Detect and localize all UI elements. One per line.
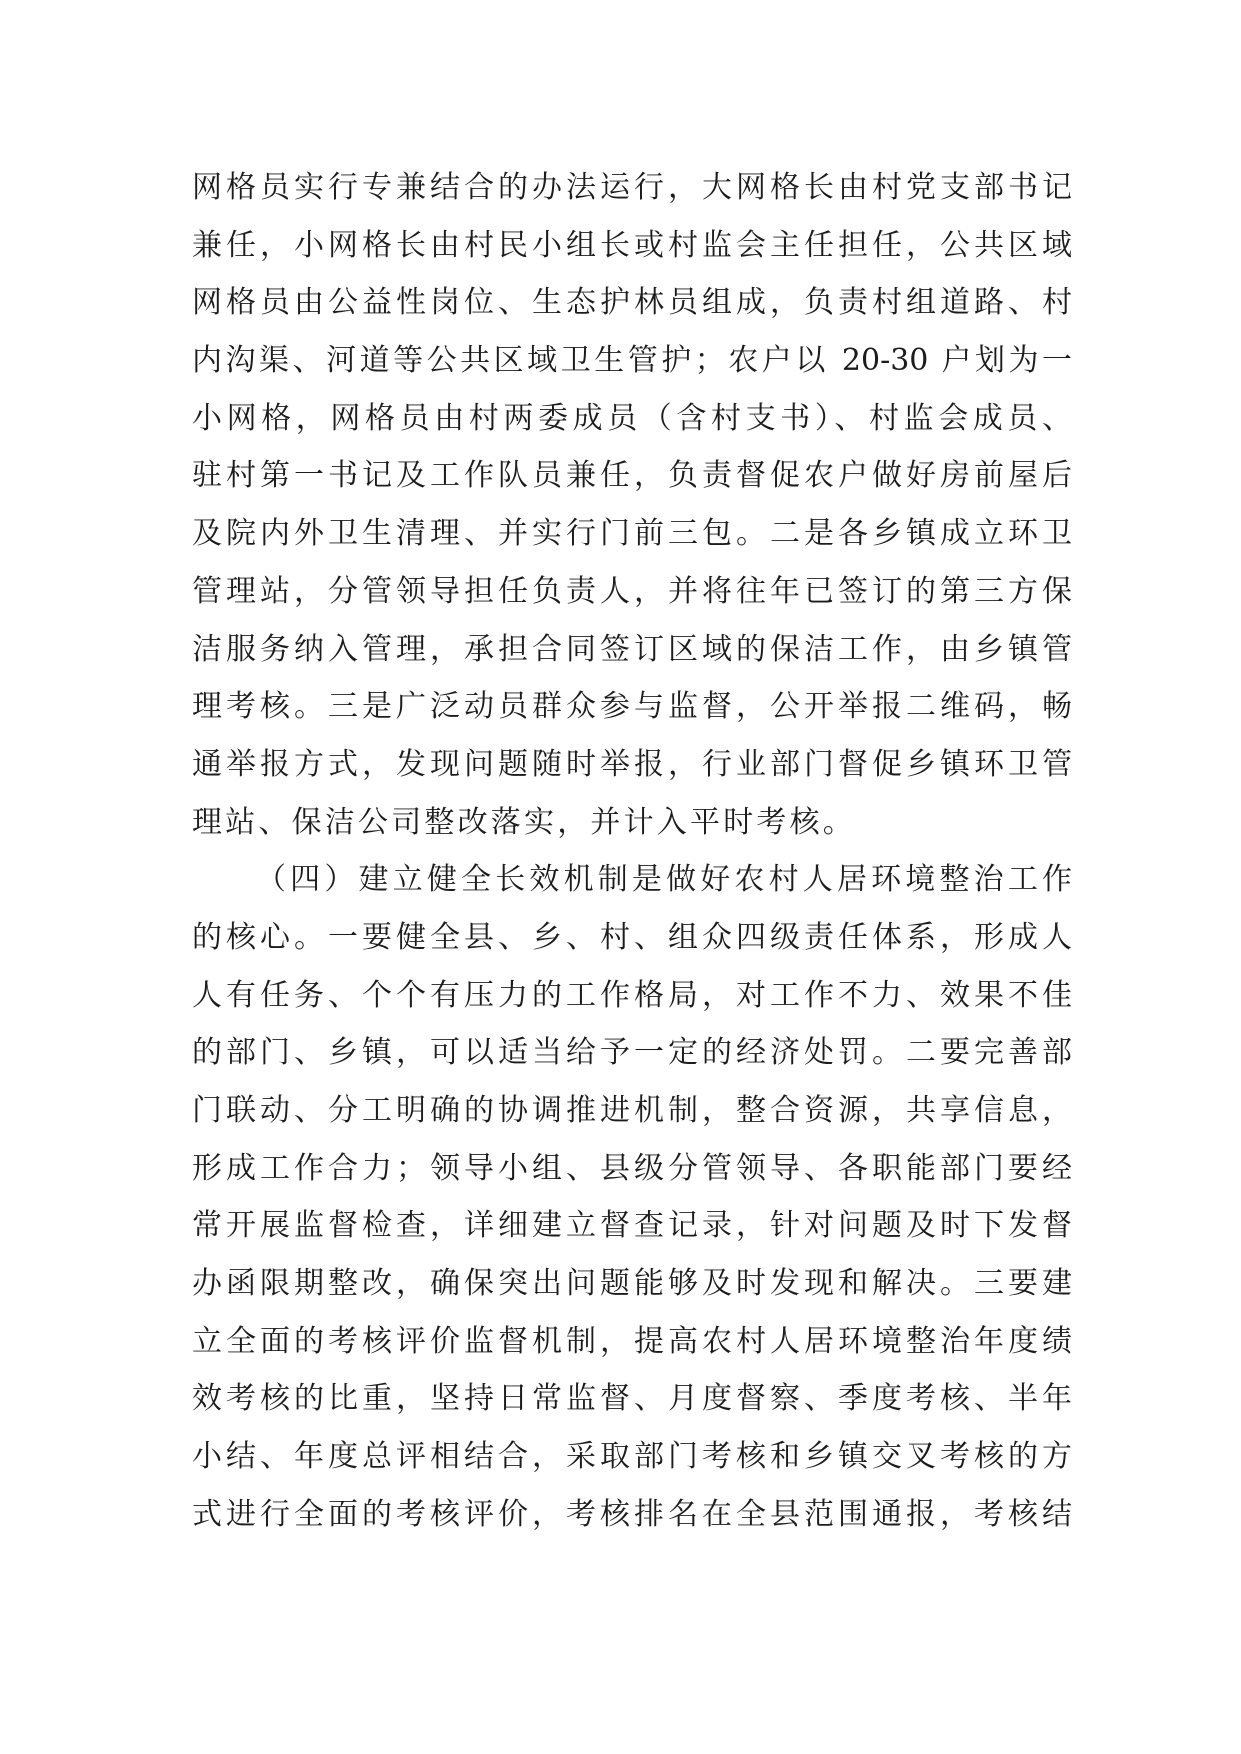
text-line: 通举报方式，发现问题随时举报，行业部门督促乡镇环卫管 xyxy=(192,746,1072,782)
text-line: 的部门、乡镇，可以适当给予一定的经济处罚。二要完善部 xyxy=(192,1035,1072,1071)
text-line: 网格员由公益性岗位、生态护林员组成，负责村组道路、村 xyxy=(192,285,1072,321)
text-line: 式进行全面的考核评价，考核排名在全县范围通报，考核结 xyxy=(192,1496,1072,1532)
text-line: 小结、年度总评相结合，采取部门考核和乡镇交叉考核的方 xyxy=(192,1439,1072,1475)
text-line: 兼任，小网格长由村民小组长或村监会主任担任，公共区域 xyxy=(192,227,1072,263)
text-line: 的核心。一要健全县、乡、村、组众四级责任体系，形成人 xyxy=(192,919,1072,955)
body-text xyxy=(192,159,1072,1544)
text-line: 内沟渠、河道等公共区域卫生管护；农户以 20-30 户划为一 xyxy=(192,343,1072,379)
text-line: 理考核。三是广泛动员群众参与监督，公开举报二维码，畅 xyxy=(192,689,1072,725)
text-line: 门联动、分工明确的协调推进机制，整合资源，共享信息， xyxy=(192,1093,1072,1128)
text-line: 洁服务纳入管理，承担合同签订区域的保洁工作，由乡镇管 xyxy=(192,631,1072,667)
text-line: 小网格，网格员由村两委成员（含村支书）、村监会成员、 xyxy=(192,400,1072,436)
text-line: 及院内外卫生清理、并实行门前三包。二是各乡镇成立环卫 xyxy=(192,516,1072,552)
section-heading-line: （四）建立健全长效机制是做好农村人居环境整治工作 xyxy=(256,862,1072,898)
text-line: 驻村第一书记及工作队员兼任，负责督促农户做好房前屋后 xyxy=(192,458,1072,494)
text-line: 办函限期整改，确保突出问题能够及时发现和解决。三要建 xyxy=(192,1266,1072,1302)
text-line: 网格员实行专兼结合的办法运行，大网格长由村党支部书记 xyxy=(192,170,1072,205)
text-line: 立全面的考核评价监督机制，提高农村人居环境整治年度绩 xyxy=(192,1323,1072,1359)
text-line: 常开展监督检查，详细建立督查记录，针对问题及时下发督 xyxy=(192,1208,1072,1244)
text-line: 形成工作合力；领导小组、县级分管领导、各职能部门要经 xyxy=(192,1150,1072,1186)
text-line: 人有任务、个个有压力的工作格局，对工作不力、效果不佳 xyxy=(192,977,1072,1013)
paragraph-last-line: 理站、保洁公司整改落实，并计入平时考核。 xyxy=(192,804,856,840)
text-line: 管理站，分管领导担任负责人，并将往年已签订的第三方保 xyxy=(192,573,1072,609)
text-line: 效考核的比重，坚持日常监督、月度督察、季度考核、半年 xyxy=(192,1381,1072,1417)
